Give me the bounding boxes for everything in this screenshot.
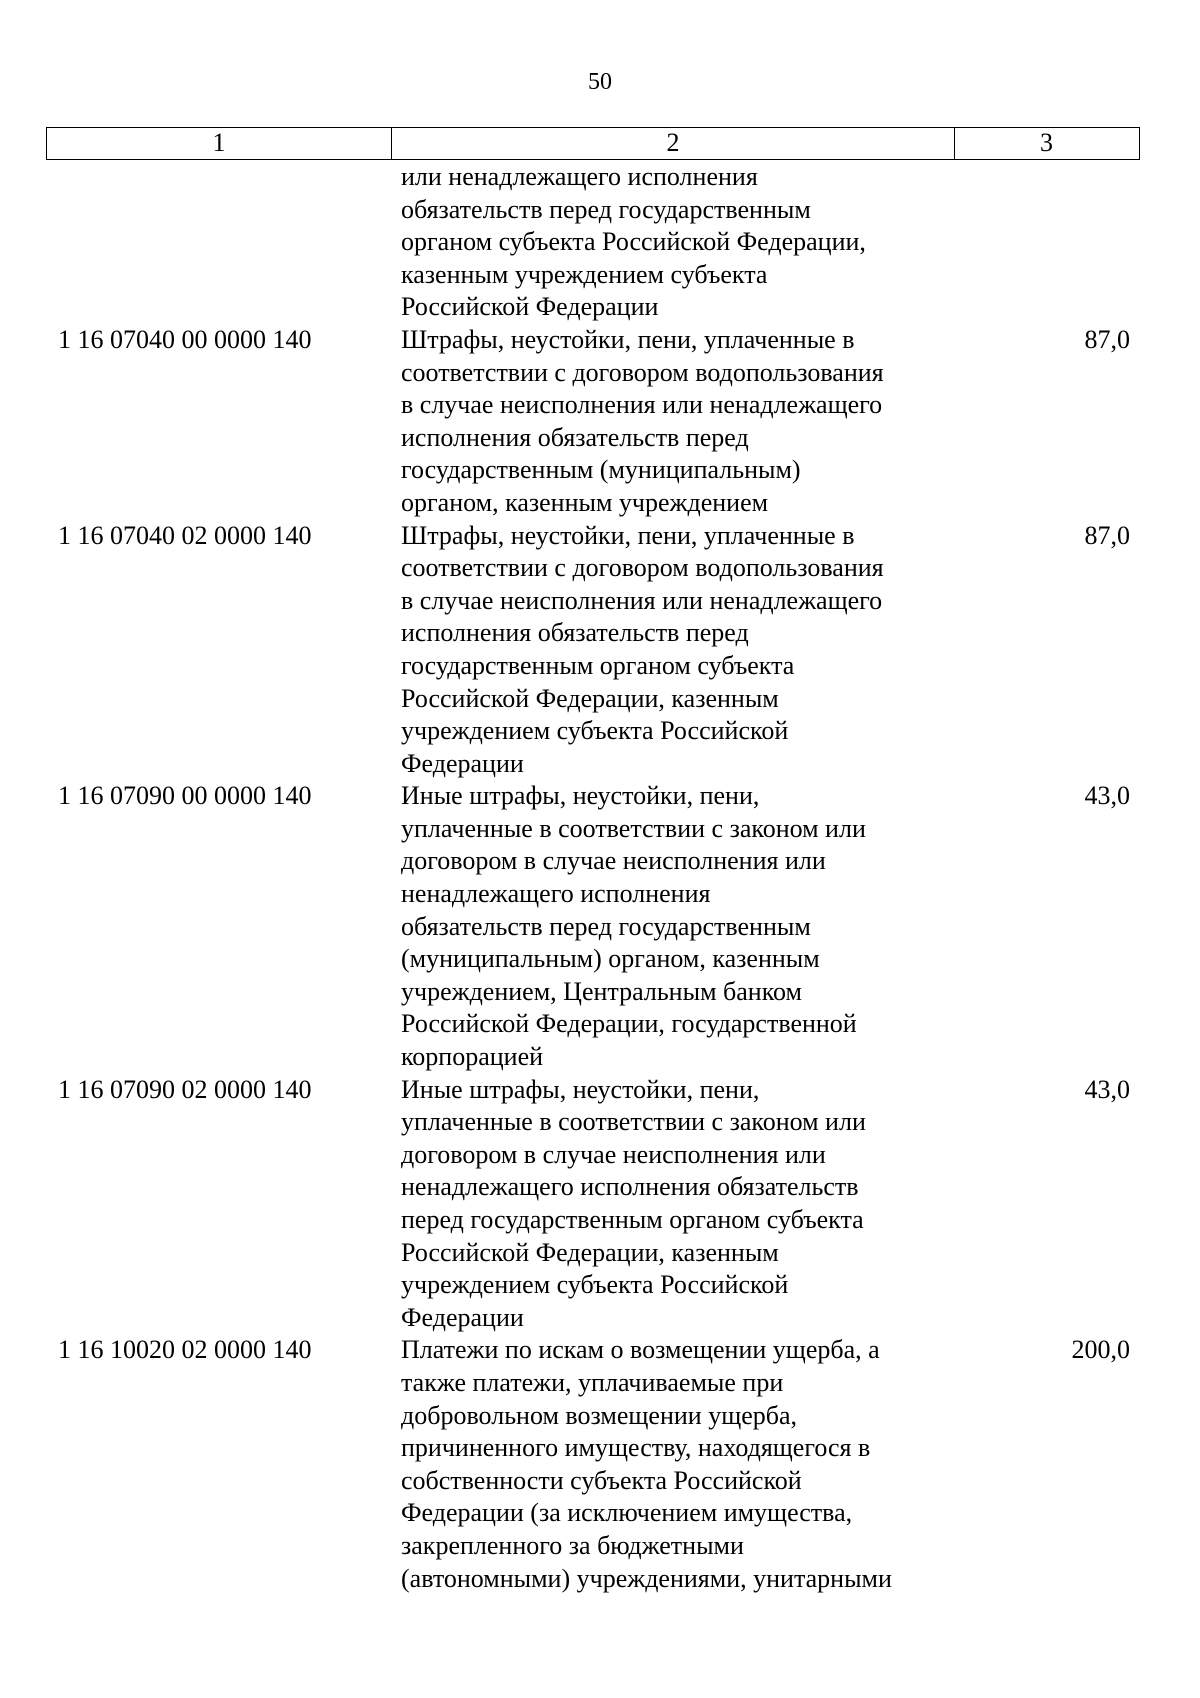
description-line: ненадлежащего исполнения обязательств [401, 1172, 859, 1202]
budget-code-cell: 1 16 07040 00 0000 140 [58, 324, 312, 354]
table-body [46, 161, 1140, 1595]
description-line: уплаченные в соответствии с законом или [401, 813, 866, 843]
description-line: казенным учреждением субъекта [401, 259, 768, 289]
description-line: Иные штрафы, неустойки, пени, [401, 1074, 760, 1104]
description-line: Российской Федерации [401, 292, 659, 322]
description-line: или ненадлежащего исполнения [401, 162, 758, 191]
description-line: Российской Федерации, казенным [401, 683, 779, 713]
amount-cell: 200,0 [1071, 1335, 1130, 1365]
description-line: уплаченные в соответствии с законом или [401, 1107, 866, 1137]
description-line: договором в случае неисполнения или [401, 846, 826, 876]
description-line: учреждением субъекта Российской [401, 1270, 789, 1300]
description-cell [401, 324, 1001, 520]
description-line: также платежи, уплачиваемые при [401, 1367, 784, 1397]
column-header-2: 2 [392, 128, 955, 159]
description-line: Штрафы, неустойки, пени, уплаченные в [401, 324, 855, 354]
amount-cell: 87,0 [1084, 324, 1130, 354]
table-header-row [46, 127, 1140, 160]
description-cell [401, 1074, 1001, 1335]
description-line: Российской Федерации, государственной [401, 1009, 857, 1039]
table-row [46, 520, 1140, 781]
table-row [46, 1334, 1140, 1595]
budget-code-cell: 1 16 07090 00 0000 140 [58, 781, 312, 811]
description-line: соответствии с договором водопользования [401, 553, 884, 583]
table-row [46, 324, 1140, 520]
description-line: обязательств перед государственным [401, 194, 811, 224]
amount-cell: 87,0 [1084, 520, 1130, 550]
description-cell [401, 1334, 1001, 1595]
description-line: Иные штрафы, неустойки, пени, [401, 781, 760, 811]
budget-code-cell: 1 16 07040 02 0000 140 [58, 520, 312, 550]
description-line: государственным (муниципальным) [401, 455, 801, 485]
amount-cell: 43,0 [1084, 781, 1130, 811]
column-header-1: 1 [47, 128, 392, 159]
description-line: Российской Федерации, казенным [401, 1237, 779, 1267]
table-row [46, 161, 1140, 324]
table-row [46, 780, 1140, 1073]
description-line: в случае неисполнения или ненадлежащего [401, 585, 883, 615]
description-line: (автономными) учреждениями, унитарными [401, 1563, 892, 1593]
description-line: Платежи по искам о возмещении ущерба, а [401, 1335, 880, 1365]
description-line: собственности субъекта Российской [401, 1465, 802, 1495]
description-line: перед государственным органом субъекта [401, 1205, 864, 1234]
description-line: ненадлежащего исполнения [401, 879, 711, 909]
description-line: (муниципальным) органом, казенным [401, 944, 820, 974]
page-number: 50 [588, 69, 612, 95]
description-line: соответствии с договором водопользования [401, 357, 884, 387]
description-line: добровольном возмещении ущерба, [401, 1400, 798, 1430]
description-line: исполнения обязательств перед [401, 618, 749, 648]
description-line: Штрафы, неустойки, пени, уплаченные в [401, 520, 855, 550]
description-line: договором в случае неисполнения или [401, 1139, 826, 1169]
description-line: органом субъекта Российской Федерации, [401, 227, 866, 257]
description-line: закрепленного за бюджетными [401, 1530, 744, 1560]
description-line: органом, казенным учреждением [401, 487, 769, 517]
description-line: корпорацией [401, 1042, 544, 1072]
description-line: Федерации [401, 748, 524, 778]
description-line: Федерации (за исключением имущества, [401, 1498, 853, 1528]
budget-code-cell: 1 16 07090 02 0000 140 [58, 1074, 312, 1104]
column-header-3: 3 [1040, 128, 1053, 157]
description-line: учреждением, Центральным банком [401, 976, 802, 1006]
table-row [46, 1074, 1140, 1335]
amount-cell: 43,0 [1084, 1074, 1130, 1104]
description-line: учреждением субъекта Российской [401, 716, 789, 746]
description-line: государственным органом субъекта [401, 650, 795, 680]
description-cell [401, 780, 1001, 1073]
budget-code-cell: 1 16 10020 02 0000 140 [58, 1335, 312, 1365]
description-line: исполнения обязательств перед [401, 422, 749, 452]
description-line: в случае неисполнения или ненадлежащего [401, 390, 883, 420]
description-cell [401, 520, 1001, 781]
description-cell [401, 161, 1001, 324]
description-line: обязательств перед государственным [401, 911, 811, 941]
description-line: причиненного имуществу, находящегося в [401, 1433, 871, 1463]
description-line: Федерации [401, 1302, 524, 1332]
